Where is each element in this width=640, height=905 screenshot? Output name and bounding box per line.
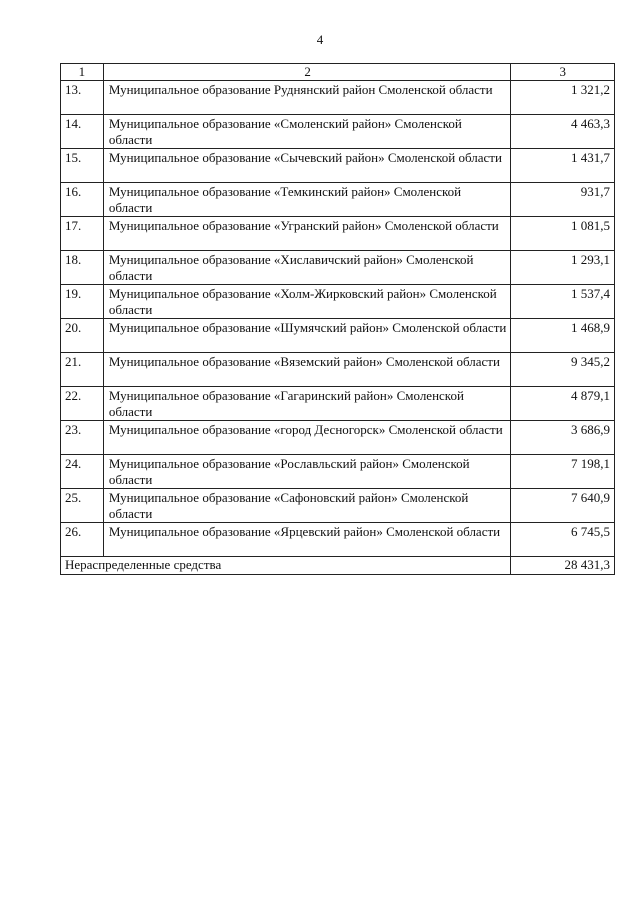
total-value: 28 431,3 [511,557,615,575]
row-name: Муниципальное образование «город Десногорск» Смоленской области [103,421,511,455]
row-name: Муниципальное образование «Угранский район» Смоленской области [103,217,511,251]
row-number: 23. [61,421,104,455]
row-value: 1 537,4 [511,285,615,319]
row-value: 3 686,9 [511,421,615,455]
row-name: Муниципальное образование «Сычевский район» Смоленской области [103,149,511,183]
table-row [61,81,615,115]
table-row [61,149,615,183]
table-row [61,319,615,353]
table-row [61,523,615,557]
row-value: 1 431,7 [511,149,615,183]
row-name: Муниципальное образование «Вяземский район» Смоленской области [103,353,511,387]
row-number: 14. [61,115,104,149]
table-header-row [61,64,615,81]
row-number: 15. [61,149,104,183]
row-value: 1 321,2 [511,81,615,115]
header-col-3: 3 [511,64,615,81]
header-col-1: 1 [61,64,104,81]
row-name: Муниципальное образование «Темкинский район» Смоленской области [103,183,511,217]
row-name: Муниципальное образование «Смоленский район» Смоленской области [103,115,511,149]
row-value: 7 640,9 [511,489,615,523]
row-name: Муниципальное образование «Сафоновский район» Смоленской области [103,489,511,523]
row-name: Муниципальное образование «Ярцевский район» Смоленской области [103,523,511,557]
table-row [61,251,615,285]
row-number: 17. [61,217,104,251]
page-number: 4 [316,32,324,47]
row-value: 4 879,1 [511,387,615,421]
row-value: 931,7 [511,183,615,217]
row-number: 25. [61,489,104,523]
row-name: Муниципальное образование Руднянский район Смоленской области [103,81,511,115]
allocation-table [60,63,615,575]
row-value: 6 745,5 [511,523,615,557]
total-row [61,557,615,575]
row-name: Муниципальное образование «Рославльский район» Смоленской области [103,455,511,489]
header-col-2: 2 [103,64,511,81]
row-value: 7 198,1 [511,455,615,489]
row-name: Муниципальное образование «Холм-Жирковский район» Смоленской области [103,285,511,319]
row-value: 1 081,5 [511,217,615,251]
row-number: 20. [61,319,104,353]
row-name: Муниципальное образование «Хиславичский район» Смоленской области [103,251,511,285]
table-row [61,285,615,319]
allocation-table-body [61,64,615,575]
row-value: 9 345,2 [511,353,615,387]
row-number: 13. [61,81,104,115]
total-label: Нераспределенные средства [61,557,511,575]
table-row [61,421,615,455]
row-number: 18. [61,251,104,285]
row-name: Муниципальное образование «Шумячский район» Смоленской области [103,319,511,353]
table-row [61,489,615,523]
row-name: Муниципальное образование «Гагаринский район» Смоленской области [103,387,511,421]
row-number: 19. [61,285,104,319]
row-value: 4 463,3 [511,115,615,149]
row-number: 24. [61,455,104,489]
table-row [61,455,615,489]
row-value: 1 293,1 [511,251,615,285]
table-row [61,115,615,149]
row-value: 1 468,9 [511,319,615,353]
table-row [61,217,615,251]
row-number: 21. [61,353,104,387]
row-number: 22. [61,387,104,421]
row-number: 26. [61,523,104,557]
table-row [61,183,615,217]
row-number: 16. [61,183,104,217]
table-row [61,353,615,387]
table-row [61,387,615,421]
